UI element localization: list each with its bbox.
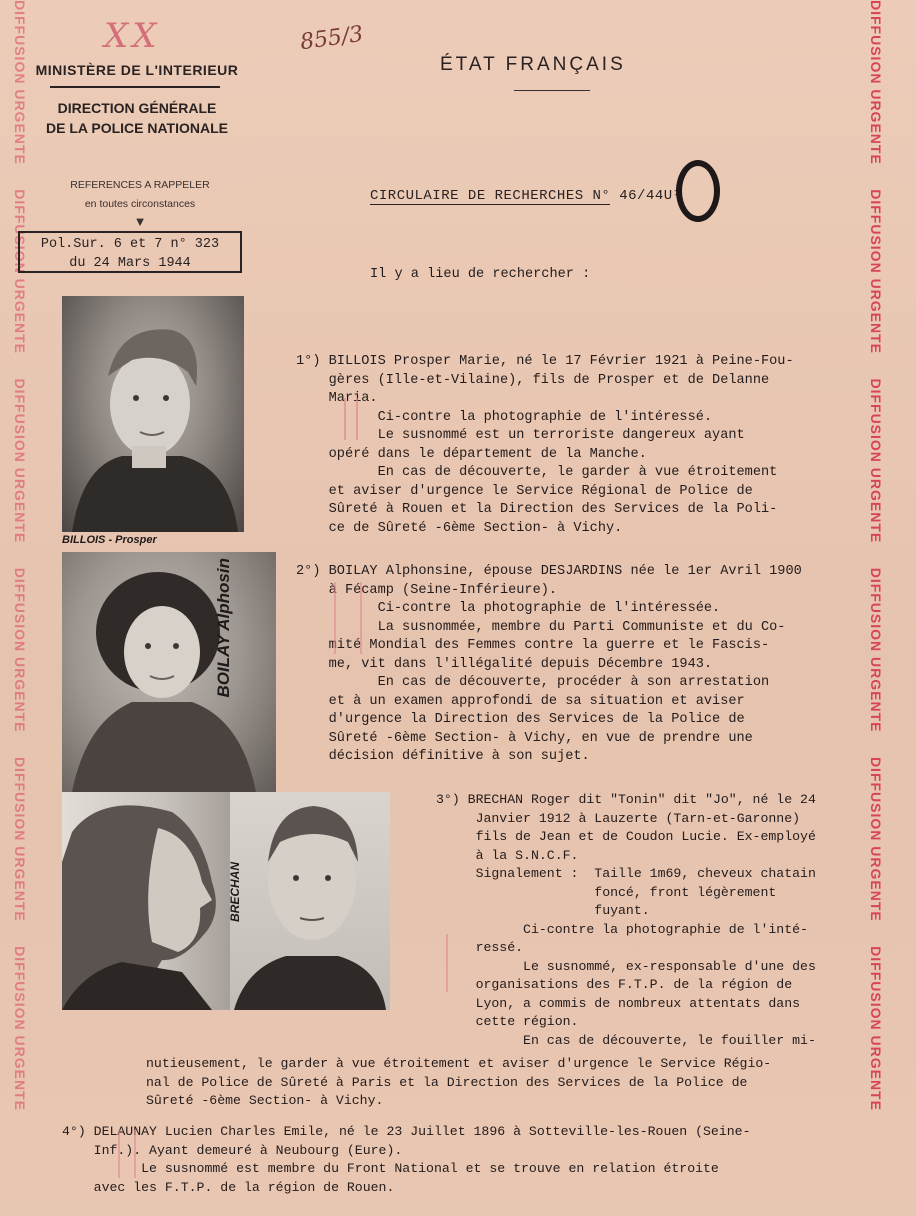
left-edge-diffusion-text: DIFFUSION URGENTE DIFFUSION URGENTE DIFFUSION URGENTE DIFFUSION URGENTE DIFFUSION URGENTE DIFFUSION URGENTE xyxy=(12,0,28,1111)
entry-boilay: 2°) BOILAY Alphonsine, épouse DESJARDINS née le 1er Avril 1900 à Fécamp (Seine-Inférieure). Ci-contre la photographie de l'intéressée. La susnommée, membre du Parti Communiste et du Co- mité Mondial des Femmes contre la guerre et le Fascis- me, vit dans l'illégalité depuis Décembre 1943. En cas de découverte, procéder à son arrestation et à un examen approfondi de sa situation et aviser d'urgence la Direction des Services de la Police de Sûreté -6ème Section- à Vichy, en vue de prendre une décision définitive à son sujet. xyxy=(296,564,802,764)
photo-brechan-front xyxy=(230,792,390,1010)
entry-delaunay: 4°) DELAUNAY Lucien Charles Emile, né le 23 Juillet 1896 à Sotteville-les-Rouen (Seine- Inf.). Ayant demeuré à Neubourg (Eure). Le susnommé est membre du Front National et se trouve en relation étroite avec les F.T.P. de la région de Rouen. xyxy=(62,1124,751,1195)
direction-title: DIRECTION GÉNÉRALE DE LA POLICE NATIONALE xyxy=(46,100,228,136)
pencil-mark xyxy=(344,398,358,440)
photo-brechan-profile xyxy=(62,792,230,1010)
handwritten-xx-mark: XX xyxy=(104,16,161,56)
references-note: REFERENCES A RAPPELER en toutes circonstances ▼ xyxy=(70,179,210,229)
entry-billois: 1°) BILLOIS Prosper Marie, né le 17 Février 1921 à Peine-Fou- gères (Ille-et-Vilaine), fils de Prosper et de Delanne Maria. Ci-contre la photographie de l'intéressé. Le susnommé est un terroriste dangereux ayant opéré dans le département de la Manche. En cas de découverte, le garder à vue étroitement et aviser d'urgence le Service Régional de Police de Sûreté à Rouen et la Direction des Services de la Poli- ce de Sûreté -6ème Section- à Vichy. xyxy=(296,354,794,536)
intro-line: Il y a lieu de rechercher : xyxy=(370,267,591,282)
portrait-billois-svg xyxy=(62,296,244,532)
ministry-title: MINISTÈRE DE L'INTERIEUR xyxy=(35,62,239,78)
photo-boilay xyxy=(62,552,276,792)
caption-boilay: BOILAY Alphosin xyxy=(214,558,233,698)
header-divider xyxy=(50,86,220,88)
portrait-brechan-profile-svg xyxy=(62,792,230,1010)
pencil-mark xyxy=(334,582,362,654)
pencil-mark xyxy=(118,1130,136,1178)
portrait-brechan-front-svg xyxy=(230,792,390,1010)
portrait-boilay-svg xyxy=(62,552,276,792)
entry-brechan: 3°) BRECHAN Roger dit "Tonin" dit "Jo", né le 24 Janvier 1912 à Lauzerte (Tarn-et-Garonne) fils de Jean et de Coudon Lucie. Ex-employé à la S.N.C.F. Signalement : Taille 1m69, cheveux chatain foncé, front légèrement fuyant. Ci-contre la photographie de l'inté- ressé. Le susnommé, ex-responsable d'une des organisations des F.T.P. de la région de Lyon, a commis de nombreux attentats dans cette région. En cas de découverte, le fouiller mi- xyxy=(436,792,816,1048)
stamp-circle xyxy=(676,160,720,222)
right-edge-diffusion-text: DIFFUSION URGENTE DIFFUSION URGENTE DIFFUSION URGENTE DIFFUSION URGENTE DIFFUSION URGENTE DIFFUSION URGENTE xyxy=(868,0,884,1111)
caption-brechan: BRECHAN xyxy=(228,862,242,922)
pencil-mark xyxy=(446,934,458,992)
entry-brechan-continuation: nutieusement, le garder à vue étroitement et aviser d'urgence le Service Régio- nal de Police de Sûreté à Paris et la Direction des Services de la Police de Sûreté -6ème Section- à Vichy. xyxy=(146,1056,772,1108)
handwritten-file-number: 855/3 xyxy=(298,21,365,56)
photo-billois xyxy=(62,296,244,532)
title-ornament xyxy=(514,90,590,91)
state-title: ÉTAT FRANÇAIS xyxy=(440,54,626,75)
circular-title: CIRCULAIRE DE RECHERCHES N° 46/44U¹ xyxy=(370,188,682,204)
caption-billois: BILLOIS - Prosper xyxy=(62,534,157,546)
reference-box: Pol.Sur. 6 et 7 n° 323 du 24 Mars 1944 xyxy=(18,231,242,273)
